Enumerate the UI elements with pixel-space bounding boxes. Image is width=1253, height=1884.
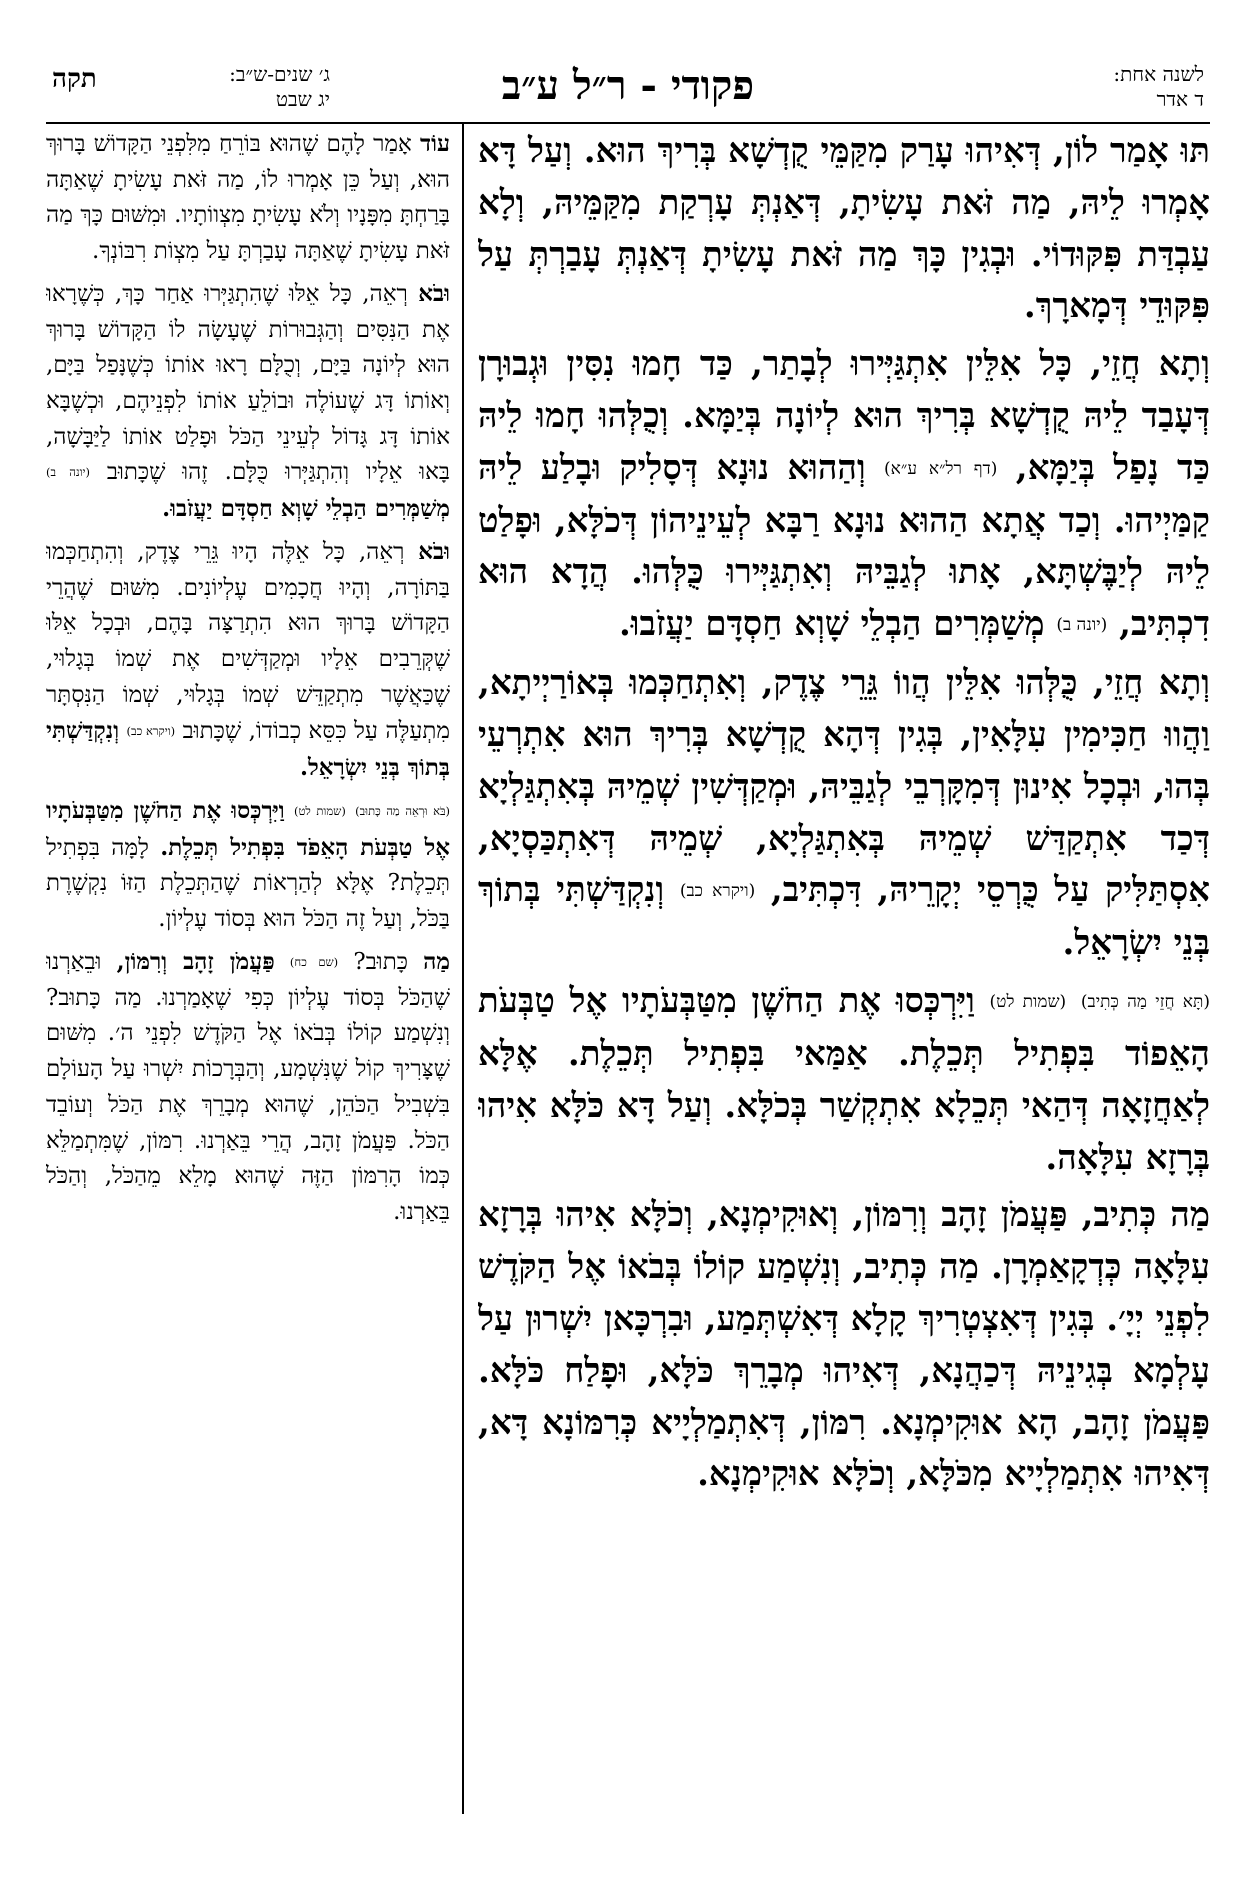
aramaic-text-column (478, 126, 1210, 1816)
main-paragraph-4 (478, 976, 1210, 1184)
paragraph-text: רְאֵה, כָּל אֵלּוּ שֶׁהִתְגַּיְּרוּ אַחַר כָּךְ, כְּשֶׁרָאוּ אֶת הַנִּסִּים וְהַגְּבוּרוֹת שֶׁעָשָׂה לוֹ הַקָּדוֹשׁ בָּרוּךְ הוּא לְיוֹנָה בַּיָּם, וְכֻלָּם רָאוּ אוֹתוֹ כְּשֶׁנָּפַל בַּיָּם, וְאוֹתוֹ דָּג שֶׁעוֹלֶה וּבוֹלֵעַ אוֹתוֹ לִפְנֵיהֶם, וּכְשֶׁבָּא אוֹתוֹ דָּג גָּדוֹל לְעֵינֵי הַכֹּל וּפָלַט אוֹתוֹ לַיַּבָּשָׁה, בָּאוּ אֵלָיו וְהִתְגַּיְּרוּ כֻּלָּם. זֶהוּ שֶׁכָּתוּב (46, 280, 450, 486)
verse-quote: מְשַׁמְּרִים הַבְלֵי שָׁוְא חַסְדָּם יַעֲזֹבוּ. (162, 495, 450, 523)
verse-quote: וְנִקְדַּשְׁתִּי בְּתוֹךְ בְּנֵי יִשְׂרָאֵל. (46, 717, 450, 782)
paragraph-lead-word: מַה (423, 947, 450, 975)
column-divider (462, 124, 464, 1814)
paragraph-text: כָּתוּב? (353, 948, 424, 975)
verse-quote: פַּעֲמֹן זָהָב וְרִמּוֹן, (116, 947, 275, 975)
paragraph-text: כְּתִיב, פַּעֲמֹן זָהָב וְרִמּוֹן, וְאוּקִימְנָא, וְכֹלָּא אִיהוּ בְּרָזָא עִלָּאָה כְּדְקָאַמְרָן. מַה כְּתִיב, וְנִשְׁמַע קוֹלוֹ בְּבֹאוֹ אֶל הַקֹּדֶשׁ לִפְנֵי יְיָ׳. בְּגִין דְּאִצְטְרִיךְ קָלָא דְּאִשְׁתְּמַע, וּבִרְכָּאן יִשְׁרוּן עַל עָלְמָא בְּגִינֵיהּ דְּכַהֲנָא, דְּאִיהוּ מְבָרֵךְ כֹּלָּא, וּפָלַח כֹּלָּא. פַּעֲמֹן זָהָב, הָא אוּקִימְנָא. רִמּוֹן, דְּאִתְמַלְיָיא כְּרִמּוֹנָא דָּא, דְּאִיהוּ אִתְמַלְיָיא מִכֹּלָּא, וְכֹלָּא אוּקִימְנָא. (478, 1195, 1210, 1495)
paragraph-text: אָמַר לָהֶם שֶׁהוּא בּוֹרֵחַ מִלִּפְנֵי הַקָּדוֹשׁ בָּרוּךְ הוּא, וְעַל כֵּן אָמְרוּ לוֹ, מַה זֹּאת עָשִׂיתָ שֶׁאַתָּה בָּרַחְתָּ מִפָּנָיו וְלֹא עָשִׂיתָ מִצְווֹתָיו. וּמִשּׁוּם כָּךְ מַה זֹּאת עָשִׂיתָ שֶׁאַתָּה עָבַרְתָּ עַל מִצְוֹת רִבּוֹנְךָ. (46, 131, 450, 265)
paragraph-text: וּבֵאַרְנוּ שֶׁהַכֹּל בְּסוֹד עֶלְיוֹן כְּפִי שֶׁאָמַרְנוּ. מַה כָּתוּב? וְנִשְׁמַע קוֹלוֹ בְּבֹאוֹ אֶל הַקֹּדֶשׁ לִפְנֵי ה׳. מִשּׁוּם שֶׁצָּרִיךְ קוֹל שֶׁנִּשְׁמָע, וְהַבְּרָכוֹת יִשְׁרוּ עַל הָעוֹלָם בִּשְׁבִיל הַכֹּהֵן, שֶׁהוּא מְבָרֵךְ אֶת הַכֹּל וְעוֹבֵד הַכֹּל. פַּעֲמֹן זָהָב, הֲרֵי בֵּאַרְנוּ. רִמּוֹן, שֶׁמִּתְמַלֵּא כְּמוֹ הָרִמּוֹן הַזֶּה שֶׁהוּא מָלֵא מֵהַכֹּל, וְהַכֹּל בֵּאַרְנוּ. (46, 948, 450, 1225)
side-paragraph-5 (46, 944, 450, 1231)
page-title: פקודי - ר״ל ע״ב (501, 62, 755, 109)
verse-quote: מְשַׁמְּרִים הַבְלֵי שָׁוְא חַסְדָּם יַעֲזֹבוּ. (618, 604, 1045, 645)
main-paragraph-3 (478, 658, 1210, 970)
main-paragraph-2 (478, 339, 1210, 652)
paragraph-lead-word: תּוּ (1180, 131, 1210, 171)
page-header (46, 60, 1210, 124)
paragraph-text: אָמַר לוֹן, דְּאִיהוּ עָרַק מִקַּמֵּי קֻדְשָׁא בְּרִיךְ הוּא. וְעַל דָּא אָמְרוּ לֵיהּ, מַה זֹּאת עָשִׂיתָ, דְּאַנְתְּ עָרְקַת מִקַּמֵּיהּ, וְלָא עַבְדַּת פִּקּוּדוֹי. וּבְגִין כָּךְ מַה זֹּאת עָשִׂיתָ דְּאַנְתְּ עָבַרְתְּ עַל פִּקּוּדֵי דְּמָארָךְ. (478, 131, 1210, 327)
side-paragraph-3 (46, 534, 450, 787)
paragraph-text: חֲזֵי, כֻּלְּהוּ אִלֵּין הֲווֹ גֵּרֵי צֶדֶק, וְאִתְחַכְּמוּ בְּאוֹרַיְיתָא, וַהֲווּ חַכִּימִין עִלָּאִין, בְּגִין דְּהָא קֻדְשָׁא בְּרִיךְ הוּא אִתְרְעֵי בְּהוּ, וּבְכָל אִינוּן דְּמִקָּרְבֵי לְגַבֵּיהּ, וּמְקַדְּשִׁין שְׁמֵיהּ בְּאִתְגַּלְיָא דְּכַד אִתְקַדַּשׁ שְׁמֵיהּ בְּאִתְגַּלְיָא, שְׁמֵיהּ דְּאִתְכַּסְיָא, אִסְתַּלִּיק עַל כֻּרְסֵי יְקָרֵיהּ, דִּכְתִּיב, (478, 663, 1210, 911)
verse-source-reference: (ויקרא כב) (679, 881, 756, 902)
paragraph-text: חֲזֵי, כָּל אִלֵּין אִתְגַּיְּירוּ לְבָתַר, כַּד חָמוּ נִסִּין וּגְבוּרָן דְּעָבַד לֵיהּ קֻדְשָׁא בְּרִיךְ הוּא לְיוֹנָה בְּיַמָּא. וְכֻלְּהוּ חָמוּ לֵיהּ כַּד נָפַל בְּיַמָּא, (478, 344, 1210, 488)
paragraph-text: לָמָּה בִּפְתִיל תְּכֵלֶת? אֶלָּא לְהַרְאוֹת שֶׁהַתְּכֵלֶת הַזּוֹ נִקְשֶׁרֶת בַּכֹּל, וְעַל זֶה הַכֹּל הוּא בְּסוֹד עֶלְיוֹן. (46, 834, 450, 933)
yearly-date: ד אדר (1156, 87, 1204, 111)
three-year-date: יג שבט (275, 87, 330, 111)
verse-source-reference: (שמות לט) (293, 804, 346, 819)
paragraph-lead-word: מַה (1170, 1195, 1210, 1236)
folio-reference: (דף רל״א ע״א) (884, 458, 998, 479)
verse-quote: וַיִּרְכְּסוּ אֶת הַחֹשֶׁן מִטַּבְּעֹתָיו אֶל טַבְּעֹת הָאֵפוֹד בִּפְתִיל תְּכֵלֶת. (478, 981, 1210, 1074)
hebrew-translation-column (46, 126, 450, 1816)
intro-reference: (תָּא חֲזֵי מַה כְּתִיב) (1080, 992, 1210, 1013)
paragraph-lead-word: וּבֹא (418, 279, 450, 307)
verse-source-reference: (יונה ב) (46, 465, 91, 480)
three-year-cycle-label: ג׳ שנים-ש״ב: (229, 62, 330, 86)
side-paragraph-2 (46, 276, 450, 528)
paragraph-lead-word: וְתָא (1158, 663, 1210, 704)
intro-reference: (בֹּא וּרְאֵה מַה כָּתוּב) (355, 804, 450, 819)
verse-quote: וַיִּרְכְּסוּ אֶת הַחֹשֶׁן מִטַּבְּעֹתָיו אֶל טַבְּעֹת הָאֵפֹד בִּפְתִיל תְּכֵלֶת. (46, 796, 450, 861)
verse-source-reference: (שמות לט) (989, 992, 1067, 1013)
three-year-schedule-label (170, 62, 330, 112)
yearly-cycle-label: לשנה אחת: (1113, 62, 1204, 86)
paragraph-lead-word: וּבֹא (418, 537, 450, 565)
paragraph-text: וְהַהוּא נוּנָא דְּסָלִיק וּבָלַע לֵיהּ קַמַּיְיהוּ. וְכַד אֲתָא הַהוּא נוּנָא רַבָּא לְעֵינֵיהוֹן דְּכֹלָּא, וּפָלַט לֵיהּ לְיַבֶּשְׁתָּא, אָתוּ לְגַבֵּיהּ וְאִתְגַּיְּירוּ כֻּלְּהוּ. הֲדָא הוּא דִכְתִּיב, (478, 447, 1210, 645)
paragraph-lead-word: וְתָא (1158, 344, 1210, 385)
paragraph-text: אַמַּאי בִּפְתִיל תְּכֵלֶת. אֶלָּא לְאַחֲזָאָה דְּהַאי תְּכֵלָא אִתְקְשַׁר בְּכֹלָּא. וְעַל דָּא כֹּלָּא אִיהוּ בְּרָזָא עִלָּאָה. (478, 1033, 1210, 1178)
main-paragraph-1 (478, 126, 1210, 333)
paragraph-lead-word: עוֹד (420, 130, 450, 157)
side-paragraph-1 (46, 126, 450, 270)
side-paragraph-4 (46, 793, 450, 938)
verse-source-reference: (שם כח) (289, 955, 339, 970)
verse-source-reference: (ויקרא כב) (126, 724, 176, 739)
verse-quote: וְנִקְדַּשְׁתִּי בְּתוֹךְ בְּנֵי יִשְׂרָאֵל. (478, 870, 1210, 964)
main-paragraph-5 (478, 1190, 1210, 1501)
paragraph-text: רְאֵה, כָּל אֵלֶּה הָיוּ גֵּרֵי צֶדֶק, וְהִתְחַכְּמוּ בַּתּוֹרָה, וְהָיוּ חֲכָמִים עֶלְיוֹנִים. מִשּׁוּם שֶׁהֲרֵי הַקָּדוֹשׁ בָּרוּךְ הוּא הִתְרַצָּה בָּהֶם, וּבְכָל אֵלּוּ שֶׁקְּרֵבִים אֵלָיו וּמְקַדְּשִׁים אֶת שְׁמוֹ בְּגָלוּי, שֶׁכַּאֲשֶׁר מִתְקַדֵּשׁ שְׁמוֹ בְּגָלוּי, שְׁמוֹ הַנִּסְתָּר מִתְעַלֶּה עַל כִּסֵּא כְבוֹדוֹ, שֶׁכָּתוּב (46, 538, 450, 745)
page-number: תקה (52, 64, 97, 94)
verse-source-reference: (יונה ב) (1056, 615, 1108, 636)
